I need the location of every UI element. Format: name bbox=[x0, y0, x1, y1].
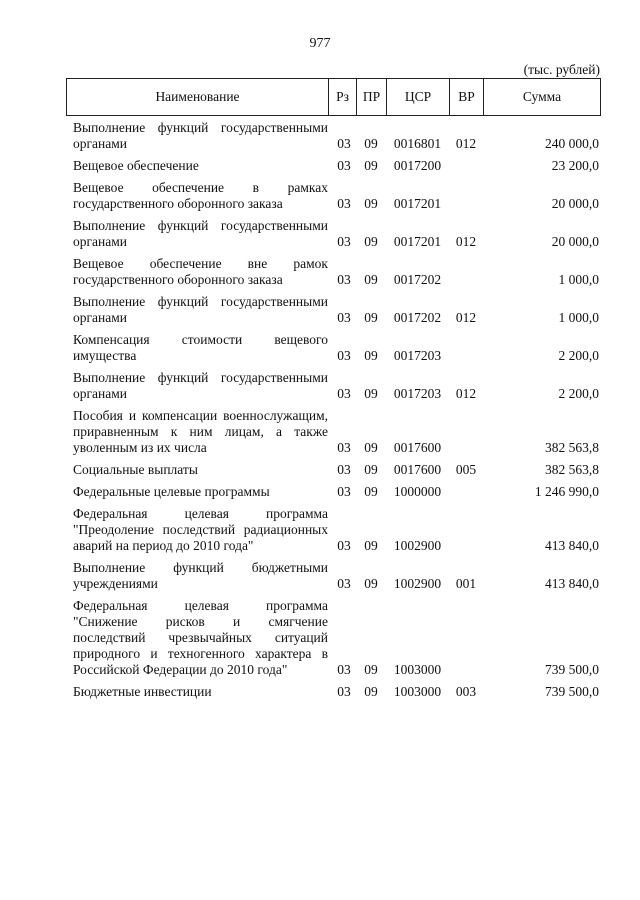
row-name: Вещевое обеспечение bbox=[73, 158, 199, 173]
header-name: Наименование bbox=[67, 79, 329, 115]
row-sum: 20 000,0 bbox=[551, 234, 599, 249]
row-pr: 09 bbox=[364, 440, 378, 455]
row-sum: 1 000,0 bbox=[558, 310, 599, 325]
header-pr: ПР bbox=[357, 79, 387, 115]
row-rz: 03 bbox=[337, 196, 351, 211]
row-pr: 09 bbox=[364, 386, 378, 401]
row-pr: 09 bbox=[364, 576, 378, 591]
row-name: Выполнение функций государственными органами bbox=[73, 218, 328, 249]
row-pr: 09 bbox=[364, 310, 378, 325]
row-name: Федеральная целевая программа "Преодоление последствий радиационных аварий на период до 2010 года" bbox=[73, 506, 328, 553]
row-sum: 739 500,0 bbox=[545, 662, 599, 677]
table-row bbox=[66, 598, 601, 678]
table-row bbox=[66, 484, 601, 500]
row-name: Вещевое обеспечение вне рамок государственного оборонного заказа bbox=[73, 256, 328, 287]
row-csr: 1000000 bbox=[393, 484, 442, 499]
row-name: Вещевое обеспечение в рамках государственного оборонного заказа bbox=[73, 180, 328, 211]
row-csr: 0017203 bbox=[393, 348, 442, 363]
row-rz: 03 bbox=[337, 272, 351, 287]
row-name: Социальные выплаты bbox=[73, 462, 198, 477]
row-pr: 09 bbox=[364, 662, 378, 677]
row-vr: 003 bbox=[455, 684, 477, 699]
table-row bbox=[66, 120, 601, 152]
page-number: 977 bbox=[309, 36, 331, 51]
table-row bbox=[66, 408, 601, 456]
row-vr: 012 bbox=[455, 234, 477, 249]
row-vr: 012 bbox=[455, 310, 477, 325]
row-rz: 03 bbox=[337, 576, 351, 591]
row-sum: 382 563,8 bbox=[545, 440, 599, 455]
row-rz: 03 bbox=[337, 462, 351, 477]
row-csr: 0016801 bbox=[393, 136, 442, 151]
row-rz: 03 bbox=[337, 484, 351, 499]
row-rz: 03 bbox=[337, 158, 351, 173]
table-body bbox=[66, 120, 601, 706]
row-pr: 09 bbox=[364, 684, 378, 699]
row-sum: 739 500,0 bbox=[545, 684, 599, 699]
row-sum: 413 840,0 bbox=[545, 538, 599, 553]
row-pr: 09 bbox=[364, 272, 378, 287]
table-row bbox=[66, 462, 601, 478]
row-csr: 0017202 bbox=[393, 272, 442, 287]
row-rz: 03 bbox=[337, 234, 351, 249]
row-pr: 09 bbox=[364, 462, 378, 477]
table-row bbox=[66, 560, 601, 592]
row-pr: 09 bbox=[364, 538, 378, 553]
row-pr: 09 bbox=[364, 234, 378, 249]
row-vr: 005 bbox=[455, 462, 477, 477]
row-pr: 09 bbox=[364, 348, 378, 363]
row-rz: 03 bbox=[337, 662, 351, 677]
row-name: Выполнение функций государственными органами bbox=[73, 294, 328, 325]
table-header bbox=[66, 78, 601, 116]
row-csr: 0017201 bbox=[393, 234, 442, 249]
row-pr: 09 bbox=[364, 158, 378, 173]
row-sum: 2 200,0 bbox=[558, 348, 599, 363]
row-sum: 2 200,0 bbox=[558, 386, 599, 401]
row-csr: 0017600 bbox=[393, 462, 442, 477]
row-rz: 03 bbox=[337, 310, 351, 325]
row-vr: 012 bbox=[455, 386, 477, 401]
row-rz: 03 bbox=[337, 684, 351, 699]
row-pr: 09 bbox=[364, 196, 378, 211]
row-name: Пособия и компенсации военнослужащим, приравненным к ним лицам, а также уволенным из их числа bbox=[73, 408, 328, 455]
header-rz: Рз bbox=[329, 79, 357, 115]
row-pr: 09 bbox=[364, 136, 378, 151]
row-csr: 1003000 bbox=[393, 684, 442, 699]
row-csr: 1002900 bbox=[393, 576, 442, 591]
row-csr: 1002900 bbox=[393, 538, 442, 553]
table-row bbox=[66, 506, 601, 554]
header-vr: ВР bbox=[450, 79, 484, 115]
row-name: Выполнение функций государственными органами bbox=[73, 120, 328, 151]
row-csr: 0017600 bbox=[393, 440, 442, 455]
row-name: Компенсация стоимости вещевого имущества bbox=[73, 332, 328, 363]
table-row bbox=[66, 370, 601, 402]
row-rz: 03 bbox=[337, 136, 351, 151]
row-sum: 240 000,0 bbox=[545, 136, 599, 151]
table-row bbox=[66, 684, 601, 700]
table-row bbox=[66, 256, 601, 288]
row-rz: 03 bbox=[337, 348, 351, 363]
row-csr: 0017201 bbox=[393, 196, 442, 211]
row-vr: 012 bbox=[455, 136, 477, 151]
row-name: Выполнение функций государственными органами bbox=[73, 370, 328, 401]
row-rz: 03 bbox=[337, 386, 351, 401]
row-rz: 03 bbox=[337, 538, 351, 553]
table-row bbox=[66, 180, 601, 212]
row-sum: 20 000,0 bbox=[551, 196, 599, 211]
row-csr: 0017202 bbox=[393, 310, 442, 325]
row-sum: 413 840,0 bbox=[545, 576, 599, 591]
header-sum: Сумма bbox=[522, 89, 562, 104]
units-note: (тыс. рублей) bbox=[523, 62, 600, 77]
row-rz: 03 bbox=[337, 440, 351, 455]
table-row bbox=[66, 294, 601, 326]
row-sum: 23 200,0 bbox=[551, 158, 599, 173]
row-sum: 1 000,0 bbox=[558, 272, 599, 287]
row-csr: 0017200 bbox=[393, 158, 442, 173]
row-name: Бюджетные инвестиции bbox=[73, 684, 212, 699]
table-row bbox=[66, 218, 601, 250]
table-row bbox=[66, 332, 601, 364]
row-vr: 001 bbox=[455, 576, 477, 591]
row-csr: 1003000 bbox=[393, 662, 442, 677]
header-csr: ЦСР bbox=[387, 79, 450, 115]
row-sum: 382 563,8 bbox=[545, 462, 599, 477]
row-csr: 0017203 bbox=[393, 386, 442, 401]
table-row bbox=[66, 158, 601, 174]
row-sum: 1 246 990,0 bbox=[534, 484, 599, 499]
row-name: Федеральная целевая программа "Снижение рисков и смягчение последствий чрезвычайных ситуаций природного и техногенного характера в Российской Федерации до 2010 года" bbox=[73, 598, 328, 677]
row-pr: 09 bbox=[364, 484, 378, 499]
row-name: Выполнение функций бюджетными учреждениями bbox=[73, 560, 328, 591]
row-name: Федеральные целевые программы bbox=[73, 484, 270, 499]
